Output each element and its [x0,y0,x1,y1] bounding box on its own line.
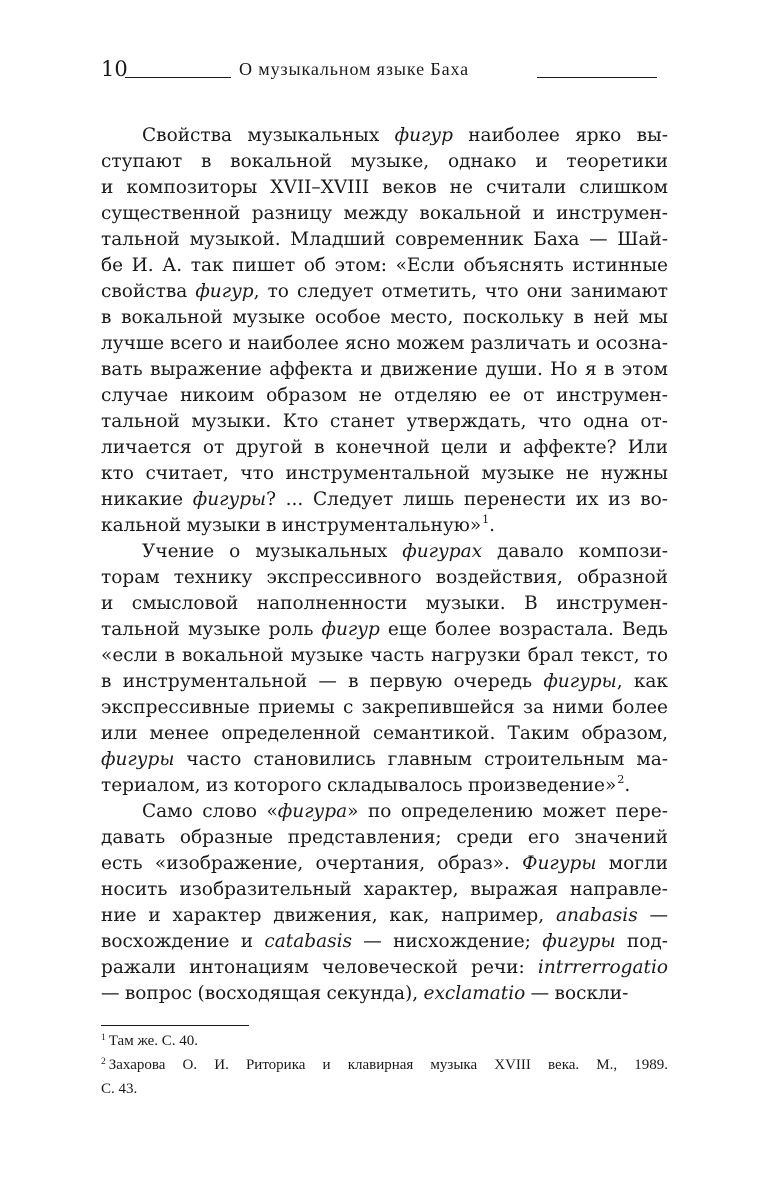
text-line [101,435,668,461]
italic-term: фигур [321,619,380,640]
text-run: ражали интонациям человеческой речи: [101,957,538,978]
paragraph [101,123,668,539]
text-run: — [637,905,669,926]
text-run: в вокальной музыке особое место, поскольку в ней мы [101,307,668,328]
text-run: . [624,775,631,796]
text-line [101,981,668,1007]
footnote-reference: 1 [482,512,490,526]
header-rule-right [537,77,657,78]
text-run: давало компози- [482,541,668,562]
header-rule-left [125,77,231,78]
text-run: личается от другой в конечной цели и аффекте? Или [101,437,668,458]
text-line [101,799,668,825]
text-run: носить изобразительный характер, выражая направле- [101,879,668,900]
text-line [101,877,668,903]
text-run: еще более возрастала. Ведь [379,619,668,640]
text-run: восхождение и [101,931,265,952]
text-run: , то следует отметить, что они занимают [253,281,669,302]
text-run: давать образные представления; среди его значений [101,827,668,848]
text-line [101,357,668,383]
italic-term: фигур [195,281,254,302]
paragraph [101,539,668,799]
text-line [101,149,668,175]
text-run: существенной разницу между вокальной и инструмен- [101,203,668,224]
text-line [101,643,668,669]
text-run: Само слово « [142,801,278,822]
text-line [101,409,668,435]
text-run: ние и характер движения, как, например, [101,905,556,926]
footnote-line [101,1030,668,1054]
text-run: ступают в вокальной музыке, однако и теоретики [101,151,668,172]
running-title: О музыкальном языке Баха [239,59,470,79]
text-run: — вопрос (восходящая секунда), [101,983,424,1004]
text-run: тальной музыке роль [101,619,322,640]
footnote [101,1054,668,1100]
text-run: » по определению может пере- [347,801,668,822]
text-line [101,331,668,357]
text-line [101,461,668,487]
footnote-text: Там же. С. 40. [108,1033,199,1049]
text-line [101,825,668,851]
italic-term: фигуры [192,489,267,510]
text-line [101,773,668,799]
text-line [101,123,668,149]
text-run: тальной музыки. Кто станет утверждать, что одна от- [101,411,668,432]
footnote-reference: 2 [617,772,625,786]
text-run: есть «изображение, очертания, образ». [101,853,523,874]
footnote-mark: 1 [101,1033,106,1043]
italic-term: фигур [394,125,453,146]
text-run: случае никоим образом не отделяю ее от инструмен- [101,385,668,406]
footnote-mark: 2 [101,1057,106,1067]
footnote-line [101,1054,668,1078]
text-line [101,929,668,955]
text-line [101,669,668,695]
text-run: Свойства музыкальных [142,125,395,146]
footnote-text: Захарова О. И. Риторика и клавирная музыка XVIII века. М., 1989. [108,1057,668,1073]
text-run: «если в вокальной музыке часть нагрузки брал текст, то [101,645,668,666]
text-run: под- [615,931,668,952]
text-run: Учение о музыкальных [142,541,403,562]
text-run: экспрессивные приемы с закрепившейся за ними более [101,697,668,718]
text-line [101,617,668,643]
italic-term: фигуры [543,671,617,692]
text-line [101,851,668,877]
text-line [101,253,668,279]
italic-term: Фигуры [522,853,597,874]
italic-term: фигуры [542,931,616,952]
text-line [101,539,668,565]
text-run: торам технику экспрессивного воздействия, образной [101,567,668,588]
text-line [101,903,668,929]
text-line [101,201,668,227]
italic-term: catabasis [264,931,353,952]
text-line [101,279,668,305]
text-run: кальной музыки в инструментальную» [101,515,482,536]
text-run: тальной музыкой. Младший современник Баха — Шай- [101,229,668,250]
text-line [101,227,668,253]
text-line [101,747,668,773]
italic-term: фигурах [402,541,483,562]
text-run: лучше всего и наиболее ясно можем различать и осозна- [101,333,668,354]
text-run: или менее определенной семантикой. Таким образом, [101,723,668,744]
text-line [101,721,668,747]
text-line [101,565,668,591]
body-text [101,123,668,1007]
italic-term: exclamatio [423,983,526,1004]
footnote [101,1030,668,1054]
text-run: , как [616,671,668,692]
text-line [101,695,668,721]
text-run: . [489,515,496,536]
italic-term: фигуры [101,749,175,770]
paragraph [101,799,668,1007]
footnote-text: С. 43. [101,1081,138,1097]
text-run: и композиторы XVII–XVIII веков не считали слишком [101,177,668,198]
text-run: наиболее ярко вы- [452,125,668,146]
italic-term: intrrerrogatio [537,957,668,978]
text-run: вать выражение аффекта и движение души. Но я в этом [101,359,668,380]
text-line [101,955,668,981]
text-run: — нисхождение; [352,931,543,952]
text-run: ? ... Следует лишь перенести их из во- [266,489,669,510]
text-run: часто становились главным строительным ма- [174,749,668,770]
footnotes [101,1030,668,1100]
text-line [101,383,668,409]
text-run: — воскли- [525,983,629,1004]
page-number: 10 [101,57,128,81]
text-line [101,513,668,539]
text-run: в инструментальной — в первую очередь [101,671,544,692]
italic-term: anabasis [555,905,638,926]
text-line [101,175,668,201]
footnote-line [101,1078,668,1100]
text-line [101,305,668,331]
italic-term: фигура [277,801,348,822]
text-run: бе И. А. так пишет об этом: «Если объяснять истинные [101,255,668,276]
text-run: териалом, из которого складывалось произведение» [101,775,617,796]
text-run: никакие [101,489,193,510]
text-run: кто считает, что инструментальной музыке не нужны [101,463,668,484]
running-header [101,56,657,82]
text-run: и смысловой наполненности музыки. В инструмен- [101,593,668,614]
text-run: могли [596,853,669,874]
text-line [101,591,668,617]
text-run: свойства [101,281,196,302]
text-line [101,487,668,513]
footnote-separator [101,1025,249,1026]
